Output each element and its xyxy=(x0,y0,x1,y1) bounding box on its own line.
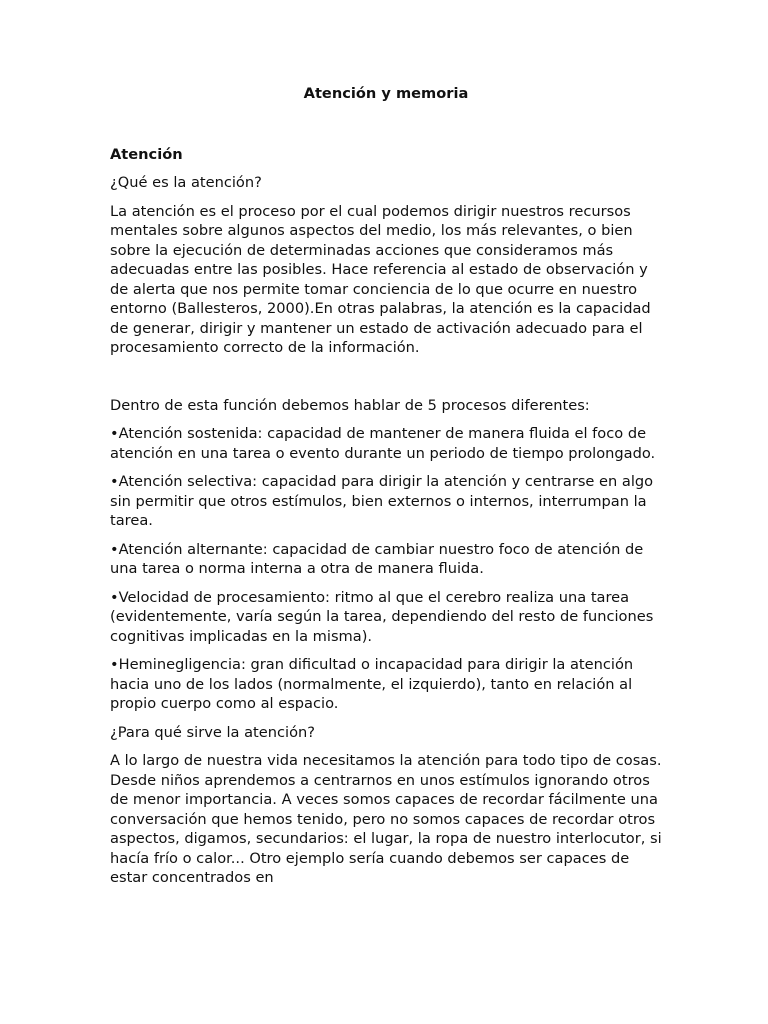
list-item-processing-speed: •Velocidad de procesamiento: ritmo al que el cerebro realiza una tarea (evidentemente, varía según la tarea, dependiendo del resto de funciones cognitivas implicadas en la misma). xyxy=(110,588,654,645)
section-heading: Atención xyxy=(110,145,183,163)
question-purpose-of-attention: ¿Para qué sirve la atención? xyxy=(110,723,315,741)
paragraph-definition: La atención es el proceso por el cual podemos dirigir nuestros recursos mentales sobre algunos aspectos del medio, los más relevantes, o bien sobre la ejecución de determinadas acciones que consideramos más adecuadas entre las posibles. Hace referencia al estado de observación y de alerta que nos permite tomar conciencia de lo que ocurre en nuestro entorno (Ballesteros, 2000).En otras palabras, la atención es la capacidad de generar, dirigir y mantener un estado de activación adecuado para el procesamiento correcto de la información. xyxy=(110,202,651,356)
question-what-is-attention: ¿Qué es la atención? xyxy=(110,174,262,191)
list-item-heminegligence: •Heminegligencia: gran dificultad o incapacidad para dirigir la atención hacia uno de los lados (normalmente, el izquierdo), tanto en relación al propio cuerpo como al espacio. xyxy=(110,656,634,712)
document-title: Atención y memoria xyxy=(303,85,469,102)
list-item-sustained-attention: •Atención sostenida: capacidad de mantener de manera fluida el foco de atención en una tarea o evento durante un periodo de tiempo prolongado. xyxy=(110,425,656,462)
paragraph-purpose: A lo largo de nuestra vida necesitamos la atención para todo tipo de cosas. Desde niños aprendemos a centrarnos en unos estímulos ignorando otros de menor importancia. A veces somos capaces de recordar fácilmente una conversación que hemos tenido, pero no somos capaces de recordar otros aspectos, digamos, secundarios: el lugar, la ropa de nuestro interlocutor, si hacía frío o calor... Otro ejemplo sería cuando debemos ser capaces de estar concentrados en xyxy=(110,752,662,886)
paragraph-processes-intro: Dentro de esta función debemos hablar de 5 procesos diferentes: xyxy=(110,396,590,414)
list-item-selective-attention: •Atención selectiva: capacidad para dirigir la atención y centrarse en algo sin permitir que otros estímulos, bien externos o internos, interrumpan la tarea. xyxy=(110,473,654,529)
list-item-alternating-attention: •Atención alternante: capacidad de cambiar nuestro foco de atención de una tarea o norma interna a otra de manera fluida. xyxy=(110,540,644,577)
document-body xyxy=(110,84,662,888)
